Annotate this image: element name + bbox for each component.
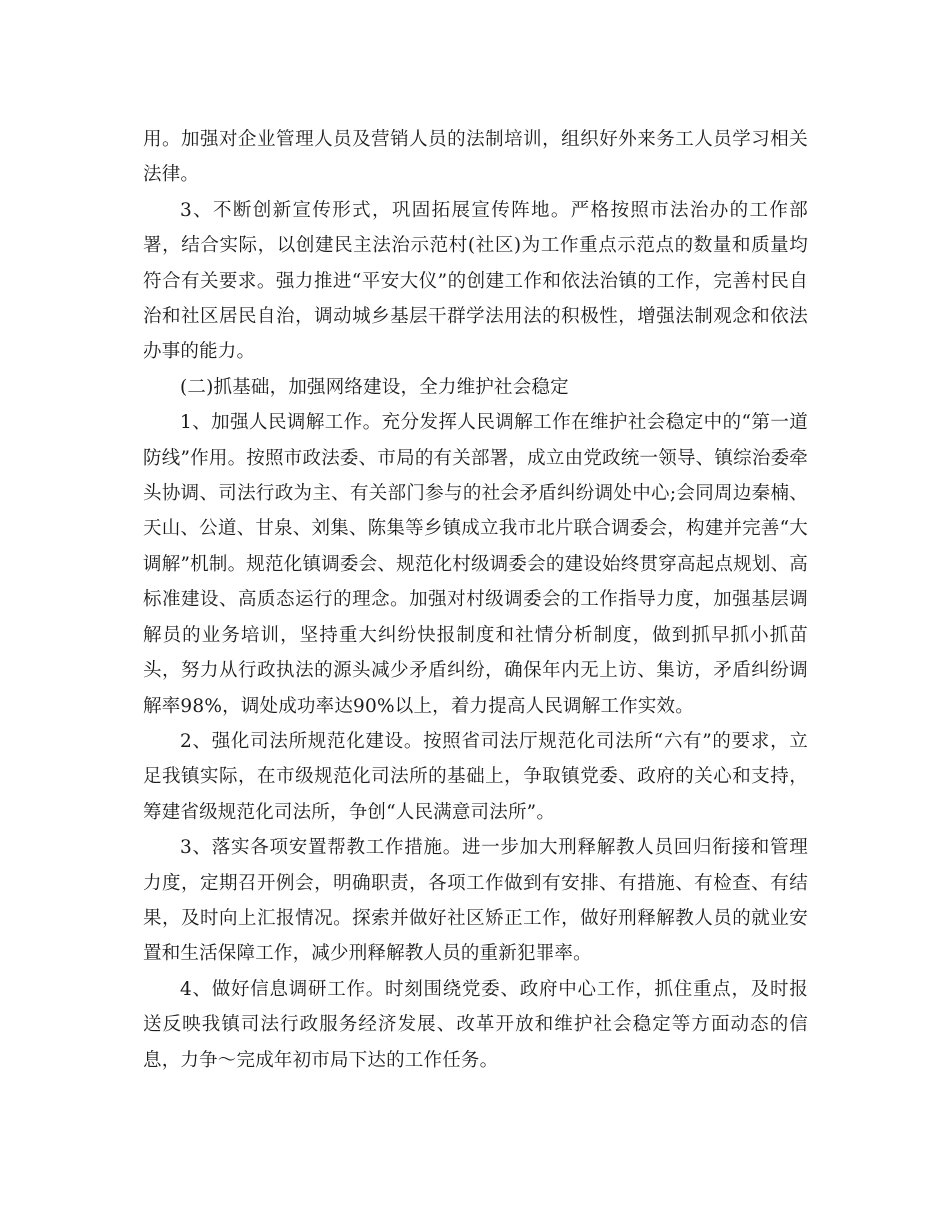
paragraph-continuation: 用。加强对企业管理人员及营销人员的法制培训，组织好外来务工人员学习相关法律。 [143, 129, 808, 186]
section-heading-2: (二)抓基础，加强网络建设，全力维护社会稳定 [180, 376, 569, 398]
paragraph-mediation-work: 1、加强人民调解工作。充分发挥人民调解工作在维护社会稳定中的“第一道防线”作用。按照市政法委、市局的有关部署，成立由党政统一领导、镇综治委牵头协调、司法行政为主、有关部门参与的社会矛盾纠纷调处中心;会同周边秦楠、天山、公道、甘泉、刘集、陈集等乡镇成立我市北片联合调委会，构建并完善“大调解”机制。规范化镇调委会、规范化村级调委会的建设始终贯穿高起点规划、高标准建设、高质态运行的理念。加强对村级调委会的工作指导力度，加强基层调解员的业务培训，坚持重大纠纷快报制度和社情分析制度，做到抓早抓小抓苗头，努力从行政执法的源头减少矛盾纠纷，确保年内无上访、集访，矛盾纠纷调解率98%，调处成功率达90%以上，着力提高人民调解工作实效。 [143, 412, 808, 717]
paragraph-information-research: 4、做好信息调研工作。时刻围绕党委、政府中心工作，抓住重点，及时报送反映我镇司法行政服务经济发展、改革开放和维护社会稳定等方面动态的信息，力争～完成年初市局下达的工作任务。 [143, 978, 808, 1071]
document-body [143, 122, 808, 1078]
paragraph-judicial-office: 2、强化司法所规范化建设。按照省司法厅规范化司法所“六有”的要求，立足我镇实际，在市级规范化司法所的基础上，争取镇党委、政府的关心和支持，筹建省级规范化司法所，争创“人民满意司法所”。 [143, 730, 808, 823]
paragraph-publicity-forms: 3、不断创新宣传形式，巩固拓展宣传阵地。严格按照市法治办的工作部署，结合实际，以创建民主法治示范村(社区)为工作重点示范点的数量和质量均符合有关要求。强力推进“平安大仪”的创建工作和依法治镇的工作，完善村民自治和社区居民自治，调动城乡基层干群学法用法的积极性，增强法制观念和依法办事的能力。 [143, 199, 808, 363]
paragraph-resettlement: 3、落实各项安置帮教工作措施。进一步加大刑释解教人员回归衔接和管理力度，定期召开例会，明确职责，各项工作做到有安排、有措施、有检查、有结果，及时向上汇报情况。探索并做好社区矫正工作，做好刑释解教人员的就业安置和生活保障工作，减少刑释解教人员的重新犯罪率。 [143, 837, 808, 965]
